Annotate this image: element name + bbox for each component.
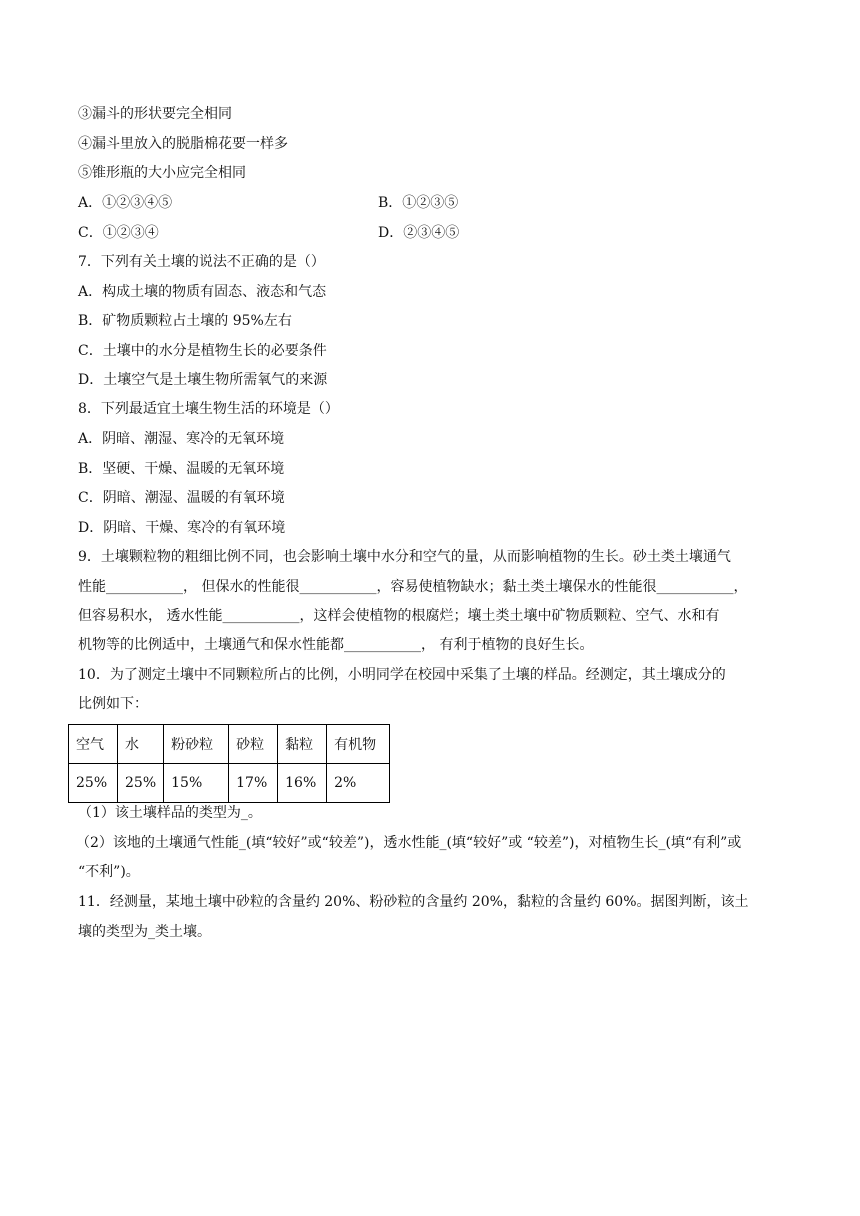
question-10-sub-2: （2）该地的土壤通气性能_(填“较好”或“较差”)，透水性能_(填“较好”或 “较差”)，对植物生长_(填“有利”或	[76, 835, 742, 851]
q6-choice-c: C．①②③④	[78, 225, 159, 241]
question-7: 7．下列有关土壤的说法不正确的是（）	[78, 254, 325, 270]
question-8: 8．下列最适宜土壤生物生活的环境是（）	[78, 401, 339, 417]
table-row	[69, 764, 390, 803]
table-cell: 25%	[69, 764, 118, 803]
table-header-cell: 有机物	[327, 725, 390, 764]
table-header-row	[69, 725, 390, 764]
q8-choice-b: B．坚硬、干燥、温暖的无氧环境	[78, 461, 285, 477]
question-10-line-1: 10．为了测定土壤中不同颗粒所占的比例，小明同学在校园中采集了土壤的样品。经测定，其土壤成分的	[78, 667, 726, 683]
table-header-cell: 水	[118, 725, 164, 764]
option-3: ③漏斗的形状要完全相同	[78, 106, 232, 122]
table-cell: 25%	[118, 764, 164, 803]
table-cell: 2%	[327, 764, 390, 803]
q7-choice-b: B．矿物质颗粒占土壤的 95%左右	[78, 313, 292, 329]
q7-choice-a: A．构成土壤的物质有固态、液态和气态	[78, 284, 327, 300]
question-9-line-4: 机物等的比例适中，土壤通气和保水性能都___________， 有利于植物的良好生长。	[78, 637, 594, 653]
option-5: ⑤锥形瓶的大小应完全相同	[78, 165, 246, 181]
table-header-cell: 空气	[69, 725, 118, 764]
q8-choice-d: D．阴暗、干燥、寒冷的有氧环境	[78, 520, 286, 536]
question-11-line-2: 壤的类型为_类土壤。	[78, 924, 211, 940]
q8-choice-c: C．阴暗、潮湿、温暖的有氧环境	[78, 490, 285, 506]
question-9-line-2: 性能___________， 但保水的性能很___________，容易使植物缺水；黏土类土壤保水的性能很___________，	[78, 579, 748, 595]
table-cell: 17%	[229, 764, 278, 803]
question-10-line-2: 比例如下：	[78, 696, 148, 712]
option-4: ④漏斗里放入的脱脂棉花要一样多	[78, 136, 288, 152]
q7-choice-c: C．土壤中的水分是植物生长的必要条件	[78, 343, 327, 359]
table-cell: 16%	[278, 764, 327, 803]
q7-choice-d: D．土壤空气是土壤生物所需氧气的来源	[78, 372, 328, 388]
q6-choice-b: B．①②③⑤	[378, 195, 459, 211]
question-10-sub-2-cont: “不利”)。	[78, 864, 140, 880]
question-11-line-1: 11．经测量，某地土壤中砂粒的含量约 20%、粉砂粒的含量约 20%，黏粒的含量约 60%。据图判断，该土	[78, 894, 749, 910]
table-header-cell: 砂粒	[229, 725, 278, 764]
q6-choice-d: D．②③④⑤	[378, 225, 460, 241]
soil-composition-table	[68, 724, 390, 803]
table-header-cell: 粉砂粒	[164, 725, 229, 764]
table-cell: 15%	[164, 764, 229, 803]
question-9-line-1: 9．土壤颗粒物的粗细比例不同，也会影响土壤中水分和空气的量，从而影响植物的生长。砂土类土壤通气	[78, 549, 731, 565]
q6-choice-a: A．①②③④⑤	[78, 195, 173, 211]
question-10-sub-1: （1）该土壤样品的类型为_。	[78, 805, 262, 821]
table-header-cell: 黏粒	[278, 725, 327, 764]
q8-choice-a: A．阴暗、潮湿、寒冷的无氧环境	[78, 431, 285, 447]
question-9-line-3: 但容易积水， 透水性能___________，这样会使植物的根腐烂；壤土类土壤中矿物质颗粒、空气、水和有	[78, 608, 720, 624]
